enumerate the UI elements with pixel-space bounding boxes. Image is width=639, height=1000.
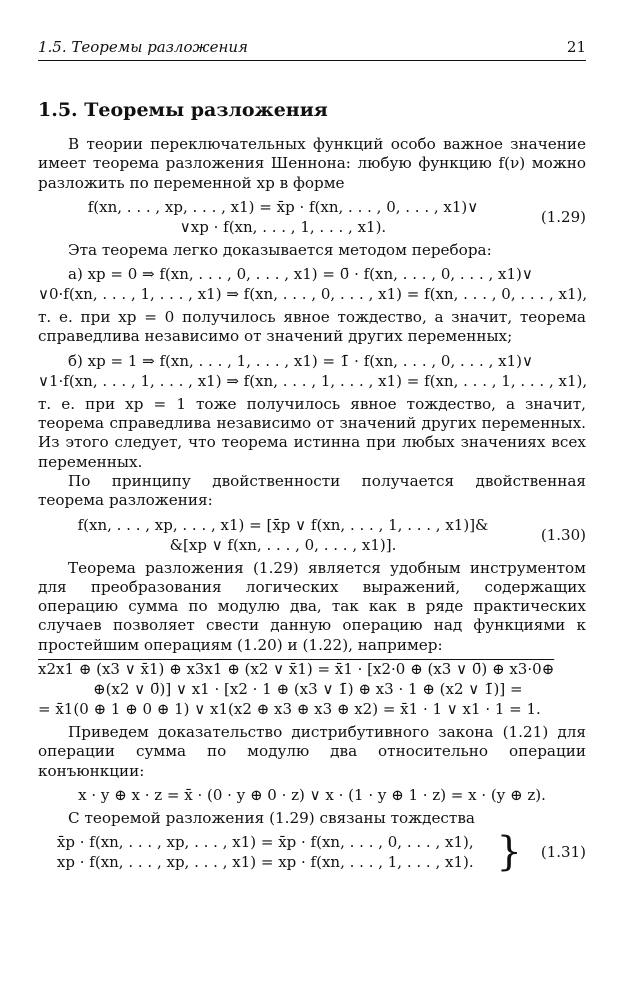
paragraph-case-a-conclusion: т. е. при xp = 0 получилось явное тождество, а значит, теорема справедлива независимо от значений других переменных;	[38, 308, 586, 346]
paragraph-case-b-conclusion: т. е. при xp = 1 тоже получилось явное тождество, а значит, теорема справедлива независимо от значений других переменных. Из этого следует, что теорема истинна при любых значениях всех переменных.	[38, 394, 586, 471]
book-page	[38, 38, 586, 876]
running-head-section: 1.5. Теоремы разложения	[38, 38, 248, 56]
paragraph-intro: В теории переключательных функций особо важное значение имеет теорема разложения Шеннона: любую функцию f(ν) можно разложить по переменной xp в форме	[38, 135, 586, 192]
paragraph-duality: По принципу двойственности получается двойственная теорема разложения:	[38, 471, 586, 510]
equation-number: (1.30)	[540, 525, 586, 544]
paragraph-xor-application: Теорема разложения (1.29) является удобным инструментом для преобразования логических выражений, содержащих операцию сумма по модулю два, так как в ряде практических случаев позволяет свести данную операцию над функциями к простейшим операциям (1.20) и (1.22), например:	[38, 558, 586, 654]
equation-1-30-line2: &[xp ∨ f(xn, . . . , 0, . . . , x1)].	[169, 535, 397, 554]
equation-1-29	[38, 197, 586, 237]
equation-1-29-line2: ∨xp · f(xn, . . . , 1, . . . , x1).	[179, 217, 387, 236]
case-a-line1: а) xp = 0 ⇒ f(xn, . . . , 0, . . . , x1) = 0̄ · f(xn, . . . , 0, . . . , x1)∨	[68, 265, 533, 284]
case-b-line2: ∨1·f(xn, . . . , 1, . . . , x1) ⇒ f(xn, . . . , 1, . . . , x1) = f(xn, . . . , 1, . . . , x1),	[38, 371, 588, 390]
paragraph-distributive: Приведем доказательство дистрибутивного закона (1.21) для операции сумма по модулю два относительно операции конъюнкции:	[38, 723, 586, 780]
equation-1-31-line1: x̄p · f(xn, . . . , xp, . . . , x1) = x̄p · f(xn, . . . , 0, . . . , x1),	[56, 833, 474, 852]
equation-1-29-line1: f(xn, . . . , xp, . . . , x1) = x̄p · f(xn, . . . , 0, . . . , x1)∨	[87, 197, 479, 216]
case-a-line2: ∨0·f(xn, . . . , 1, . . . , x1) ⇒ f(xn, . . . , 0, . . . , x1) = f(xn, . . . , 0, . . . , x1),	[38, 285, 588, 304]
paragraph-identities: С теоремой разложения (1.29) связаны тождества	[68, 808, 475, 827]
equation-1-30-line1: f(xn, . . . , xp, . . . , x1) = [x̄p ∨ f(xn, . . . , 1, . . . , x1)]&	[77, 515, 489, 534]
example-line3: = x̄1(0 ⊕ 1 ⊕ 0 ⊕ 1) ∨ x1(x2 ⊕ x3 ⊕ x3 ⊕ x2) = x̄1 · 1 ∨ x1 · 1 = 1.	[38, 700, 541, 719]
equation-1-31-line2: xp · f(xn, . . . , xp, . . . , x1) = xp · f(xn, . . . , 1, . . . , x1).	[56, 853, 474, 872]
equation-number: (1.31)	[540, 843, 586, 862]
page-number: 21	[566, 38, 586, 56]
right-brace: }	[496, 829, 522, 876]
equation-1-30	[38, 515, 586, 555]
example-line1: x2x1 ⊕ (x3 ∨ x̄1) ⊕ x3x1 ⊕ (x2 ∨ x̄1) = x̄1 · [x2·0 ⊕ (x3 ∨ 0̄) ⊕ x3·0⊕	[38, 660, 555, 679]
distributive-formula: x · y ⊕ x · z = x̄ · (0 · y ⊕ 0 · z) ∨ x · (1 · y ⊕ 1 · z) = x · (y ⊕ z).	[78, 785, 546, 804]
paragraph-proof-intro: Эта теорема легко доказывается методом перебора:	[68, 240, 492, 259]
case-b-line1: б) xp = 1 ⇒ f(xn, . . . , 1, . . . , x1) = 1̄ · f(xn, . . . , 0, . . . , x1)∨	[68, 351, 533, 370]
equation-1-31	[38, 829, 586, 876]
example-line2: ⊕(x2 ∨ 0̄)] ∨ x1 · [x2 · 1 ⊕ (x3 ∨ 1̄) ⊕ x3 · 1 ⊕ (x2 ∨ 1̄)] =	[93, 680, 523, 699]
running-head	[38, 38, 586, 61]
section-title: 1.5. Теоремы разложения	[38, 99, 328, 121]
equation-number: (1.29)	[540, 207, 586, 226]
